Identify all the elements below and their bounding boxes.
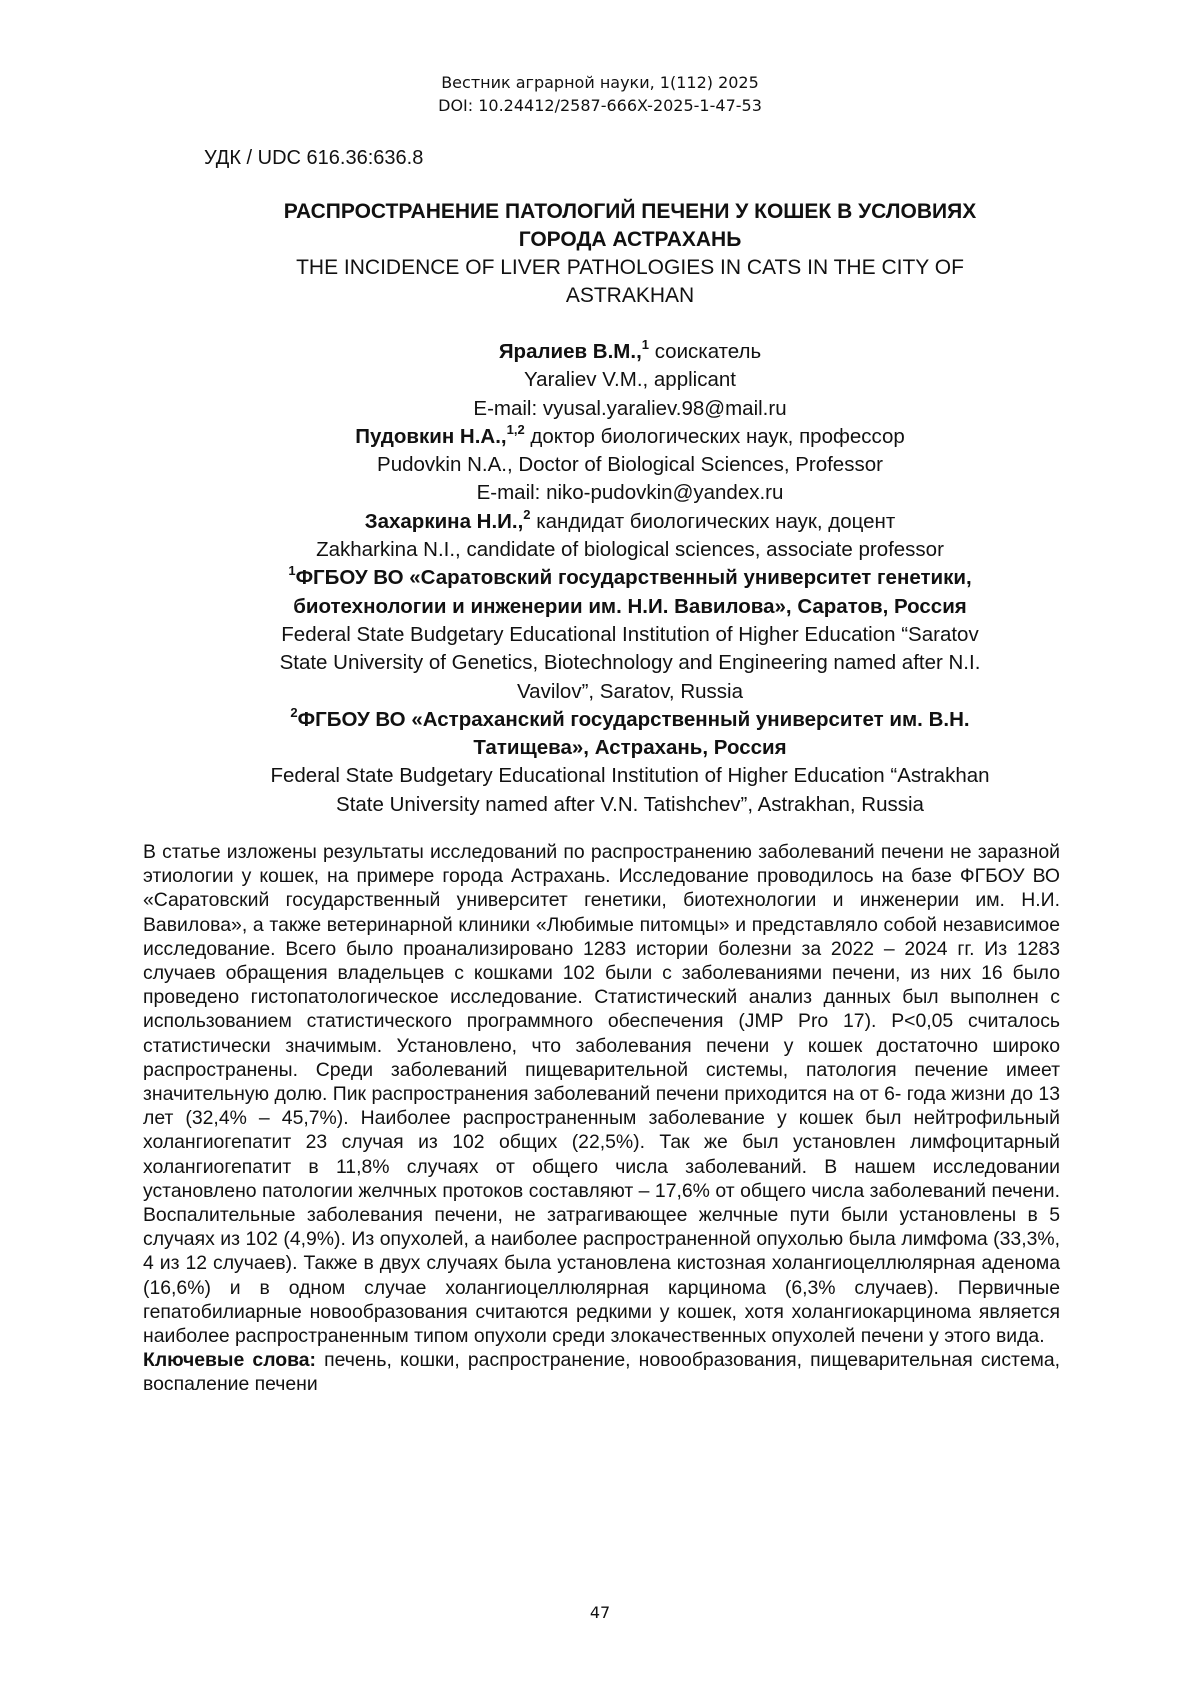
- affiliation-1-ru-line-2: биотехнологии и инженерии им. Н.И. Вавилова», Саратов, Россия: [293, 594, 967, 618]
- affiliation-1-en-line-3: Vavilov”, Saratov, Russia: [517, 679, 743, 703]
- author-2-ru: [150, 423, 1110, 451]
- article-title: [150, 198, 1110, 310]
- author-1-role: соискатель: [649, 340, 762, 363]
- author-3-role: кандидат биологических наук, доцент: [530, 509, 896, 533]
- affiliation-1-en-line-2: State University of Genetics, Biotechnology and Engineering named after N.I.: [279, 651, 981, 675]
- abstract-section: [143, 840, 1060, 1397]
- journal-issue: Вестник аграрной науки, 1(112) 2025: [441, 73, 759, 92]
- journal-header: [0, 71, 1200, 117]
- affiliation-2-en-line-2: State University named after V.N. Tatishchev”, Astrakhan, Russia: [336, 792, 924, 816]
- title-ru-line-1: РАСПРОСТРАНЕНИЕ ПАТОЛОГИЙ ПЕЧЕНИ У КОШЕК В УСЛОВИЯХ: [283, 200, 977, 223]
- affiliation-1-en-line-1: Federal State Budgetary Educational Institution of Higher Education “Saratov: [281, 622, 979, 646]
- author-3-ru: [150, 508, 1110, 536]
- author-1-ru: [150, 338, 1110, 366]
- title-ru-line-2: ГОРОДА АСТРАХАНЬ: [518, 228, 742, 251]
- abstract-text: В статье изложены результаты исследований по распространению заболеваний печени не заразной этиологии у кошек, на примере города Астрахань. Исследование проводилось на базе ФГБОУ ВО «Саратовский государственный университет генетики, биотехнологии и инженерии им. Н.И. Вавилова», а также ветеринарной клиники «Любимые питомцы» и представляло собой независимое исследование. Всего было проанализировано 1283 истории болезни за 2022 – 2024 гг. Из 1283 случаев обращения владельцев с кошками 102 были с заболеваниями печени, из них 16 было проведено гистопатологическое исследование. Статистический анализ данных был выполнен с использованием статистического программного обеспечения (JMP Pro 17). P<0,05 считалось статистически значимым. Установлено, что заболевания печени у кошек достаточно широко распространены. Среди заболеваний пищеварительной системы, патология печение имеет значительную долю. Пик распространения заболеваний печени приходится на от 6- года жизни до 13 лет (32,4% – 45,7%). Наиболее распространенным заболевание у кошек был нейтрофильный холангиогепатит 23 случая из 102 общих (22,5%). Так же был установлен лимфоцитарный холангиогепатит в 11,8% случаях от общего числа заболеваний. В нашем исследовании установлено патологии желчных протоков составляют – 17,6% от общего числа заболеваний печени. Воспалительные заболевания печени, не затрагивающее желчные пути были установлены в 5 случаях из 102 (4,9%). Из опухолей, а наиболее распространенной опухолью была лимфома (33,3%, 4 из 12 случаев). Также в двух случаях была установлена кистозная холангиоцеллюлярная аденома (16,6%) и в одном случае холангиоцеллюлярная карцинома (6,3% случаев). Первичные гепатобилиарные новообразования считаются редкими у кошек, хотя холангиокарцинома является наиболее распространенным типом опухоли среди злокачественных опухолей печени у этого вида.: [143, 841, 1060, 1348]
- author-3-sup: 2: [523, 506, 531, 522]
- author-3-en: Zakharkina N.I., candidate of biological sciences, associate professor: [316, 538, 944, 562]
- author-1-name: Яралиев В.М.,: [498, 340, 642, 363]
- keywords-text: печень, кошки, распространение, новообразования, пищеварительная система, воспаление печени: [143, 1349, 1061, 1396]
- journal-doi: DOI: 10.24412/2587-666X-2025-1-47-53: [438, 96, 762, 115]
- author-1-email: E-mail: vyusal.yaraliev.98@mail.ru: [473, 396, 787, 420]
- title-en-line-2: ASTRAKHAN: [565, 284, 695, 307]
- keywords: [143, 1348, 1060, 1396]
- author-2-sup: 1,2: [506, 421, 525, 437]
- affiliation-2-ru-line-1: [150, 706, 1110, 734]
- affiliation-2-ru-text: ФГБОУ ВО «Астраханский государственный университет им. В.Н.: [297, 707, 970, 731]
- title-en-line-1: THE INCIDENCE OF LIVER PATHOLOGIES IN CATS IN THE CITY OF: [296, 256, 964, 279]
- author-3-name: Захаркина Н.И.,: [364, 509, 524, 533]
- author-2-name: Пудовкин Н.А.,: [355, 424, 507, 448]
- author-block: [150, 338, 1110, 819]
- affiliation-2-en-line-1: Federal State Budgetary Educational Institution of Higher Education “Astrakhan: [270, 764, 990, 788]
- author-1-en: Yaraliev V.M., applicant: [524, 368, 736, 392]
- author-2-role: доктор биологических наук, профессор: [524, 424, 905, 448]
- udc-code: УДК / UDC 616.36:636.8: [204, 147, 424, 169]
- author-1-sup: 1: [641, 337, 649, 352]
- author-2-email: E-mail: niko-pudovkin@yandex.ru: [476, 481, 784, 505]
- page-number: 47: [589, 1603, 611, 1622]
- affiliation-1-ru-text: ФГБОУ ВО «Саратовский государственный университет генетики,: [295, 566, 972, 590]
- affiliation-2-ru-line-2: Татищева», Астрахань, Россия: [473, 736, 787, 760]
- affiliation-1-ru-line-1: [150, 564, 1110, 592]
- keywords-label: Ключевые слова:: [143, 1349, 317, 1372]
- affiliation-1-sup: 1: [288, 563, 296, 579]
- author-2-en: Pudovkin N.A., Doctor of Biological Sciences, Professor: [377, 453, 883, 477]
- affiliation-2-sup: 2: [290, 704, 298, 720]
